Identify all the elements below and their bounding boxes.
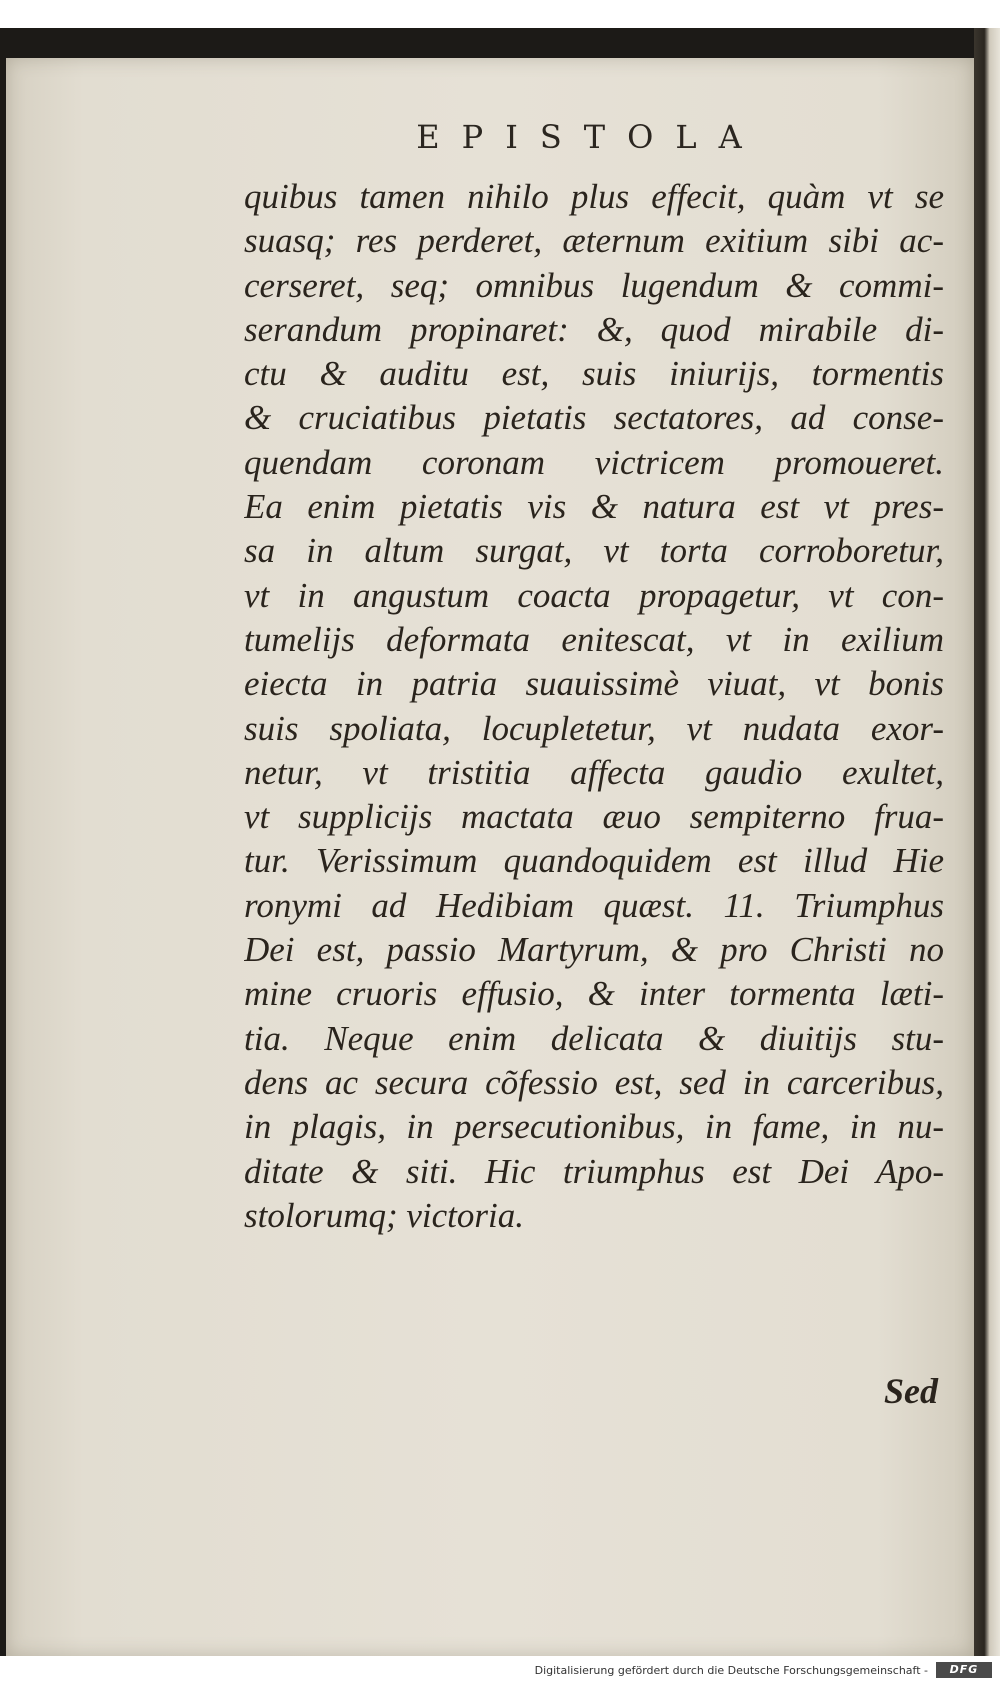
text-line: tumelijs deformata enitescat, vt in exilium (244, 619, 944, 659)
text-line: serandum propinaret: &, quod mirabile di- (244, 309, 944, 349)
text-line: vt supplicijs mactata æuo sempiterno frua- (244, 797, 944, 837)
running-head: EPISTOLA (416, 118, 764, 156)
text-line: tia. Neque enim delicata & diuitijs stu- (244, 1018, 944, 1058)
text-line: in plagis, in persecutionibus, in fame, in nu- (244, 1107, 944, 1147)
body-text (244, 175, 944, 1238)
text-line: ditate & siti. Hic triumphus est Dei Apo- (244, 1151, 944, 1191)
dfg-logo: DFG (936, 1662, 992, 1678)
text-line: dens ac secura cõfessio est, sed in carceribus, (244, 1062, 944, 1102)
text-line: eiecta in patria suauissimè viuat, vt bonis (244, 664, 944, 704)
text-line: & cruciatibus pietatis sectatores, ad conse- (244, 398, 944, 438)
book-page-edge (974, 28, 1000, 1656)
text-line: suis spoliata, locupletetur, vt nudata exor- (244, 708, 944, 748)
text-line: suasq; res perderet, æternum exitium sibi ac- (244, 221, 944, 261)
text-line: ctu & auditu est, suis iniurijs, tormentis (244, 354, 944, 394)
text-line: cerseret, seq; omnibus lugendum & commi- (244, 265, 944, 305)
text-line: vt in angustum coacta propagetur, vt con- (244, 575, 944, 615)
text-line: quibus tamen nihilo plus effecit, quàm vt se (244, 177, 944, 216)
text-line: sa in altum surgat, vt torta corroboretur, (244, 531, 944, 571)
digitization-credit: Digitalisierung gefördert durch die Deutsche Forschungsgemeinschaft - (534, 1664, 928, 1677)
text-line: ronymi ad Hedibiam quæst. 11. Triumphus (244, 885, 944, 925)
text-line: tur. Verissimum quandoquidem est illud Hie (244, 841, 944, 881)
text-line: quendam coronam victricem promoueret. (244, 442, 944, 482)
text-line: netur, vt tristitia affecta gaudio exultet, (244, 752, 944, 792)
text-line: stolorumq; victoria. (244, 1195, 524, 1235)
text-line: Dei est, passio Martyrum, & pro Christi no (244, 930, 944, 970)
catchword: Sed (884, 1371, 938, 1411)
text-line: mine cruoris effusio, & inter tormenta læti- (244, 974, 944, 1014)
text-line: Ea enim pietatis vis & natura est vt pres- (244, 487, 944, 527)
